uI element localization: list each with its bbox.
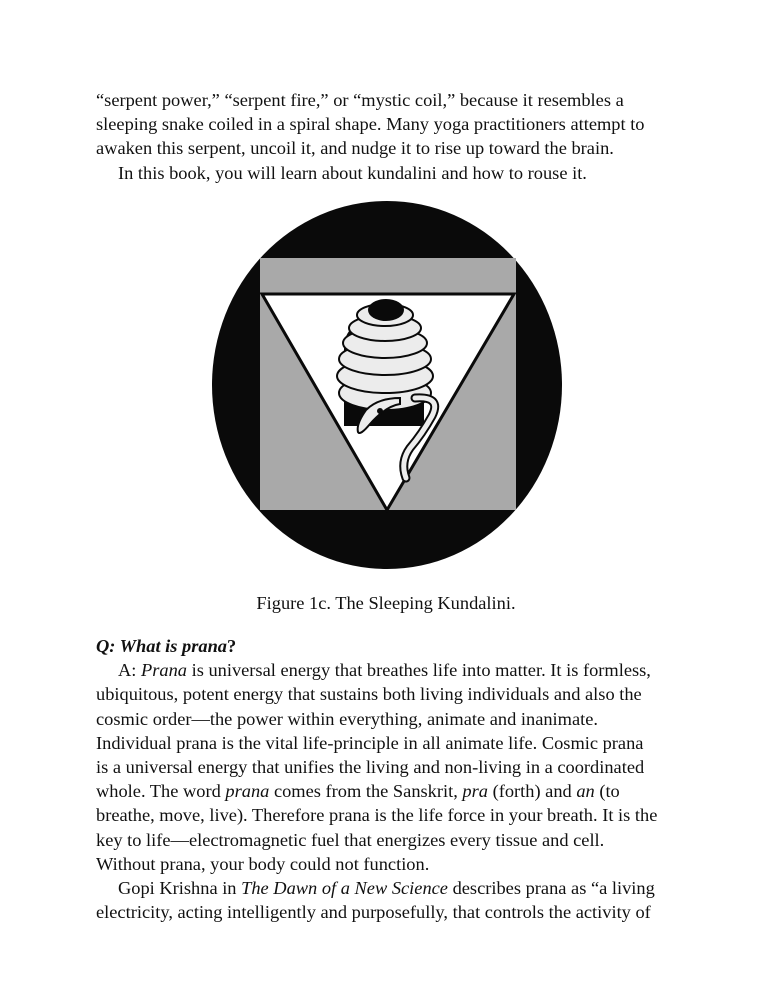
- answer-line-2: ubiquitous, potent energy that sustains both living individuals and also the: [96, 684, 642, 705]
- intro-line-1: “serpent power,” “serpent fire,” or “mystic coil,” because it resembles a: [96, 90, 624, 110]
- answer-line-7: breathe, move, live). Therefore prana is the life force in your breath. It is the: [96, 805, 658, 826]
- question-heading: [96, 634, 696, 658]
- question-mark: ?: [227, 636, 237, 656]
- answer-prefix: A:: [118, 660, 141, 681]
- kundalini-figure: [210, 198, 565, 573]
- gopi-line-1-prefix: Gopi Krishna in: [118, 878, 242, 899]
- answer-line-4: Individual prana is the vital life-principle in all animate life. Cosmic prana: [96, 732, 644, 753]
- intro-line-2: sleeping snake coiled in a spiral shape. Many yoga practitioners attempt to: [96, 114, 645, 135]
- intro-line-3: awaken this serpent, uncoil it, and nudge it to rise up toward the brain.: [96, 138, 614, 159]
- intro-text: [96, 88, 686, 185]
- prana-word: prana: [225, 781, 270, 802]
- intro-paragraph: [96, 88, 686, 185]
- answer-line-1: [96, 658, 696, 682]
- answer-line-6-mid2: (forth) and: [487, 781, 577, 802]
- gopi-krishna-paragraph: [96, 876, 696, 924]
- an-word: an: [576, 781, 595, 802]
- pra-word: pra: [462, 781, 488, 802]
- answer-paragraph: [96, 658, 696, 876]
- answer-line-8: key to life—electromagnetic fuel that energizes every tissue and cell.: [96, 829, 605, 850]
- gopi-line-1-rest: describes prana as “a living: [447, 878, 655, 899]
- lingam-top: [368, 299, 404, 321]
- answer-line-6-prefix: whole. The word: [96, 781, 226, 802]
- answer-line-6-mid: comes from the Sanskrit,: [269, 781, 463, 802]
- gopi-line-1: [96, 876, 696, 900]
- answer-line-3: cosmic order—the power within everything, animate and inanimate.: [96, 708, 599, 729]
- prana-section: [96, 634, 696, 924]
- answer-line-6-rest: (to: [594, 781, 620, 802]
- snake-eye: [377, 408, 383, 414]
- answer-line-6: [96, 779, 696, 803]
- answer-line-9: Without prana, your body could not function.: [96, 853, 430, 874]
- intro-second-paragraph: In this book, you will learn about kundalini and how to rouse it.: [118, 162, 587, 183]
- book-title: The Dawn of a New Science: [241, 878, 448, 899]
- question-text: Q: What is prana: [96, 636, 227, 656]
- answer-line-5: is a universal energy that unifies the living and non-living in a coordinated: [96, 757, 645, 778]
- gopi-line-2: electricity, acting intelligently and purposefully, that controls the activity of: [96, 902, 651, 923]
- figure-caption: Figure 1c. The Sleeping Kundalini.: [256, 593, 516, 613]
- kundalini-illustration: [210, 198, 565, 573]
- prana-term: Prana: [141, 660, 187, 681]
- answer-line-1-rest: is universal energy that breathes life into matter. It is formless,: [186, 660, 651, 681]
